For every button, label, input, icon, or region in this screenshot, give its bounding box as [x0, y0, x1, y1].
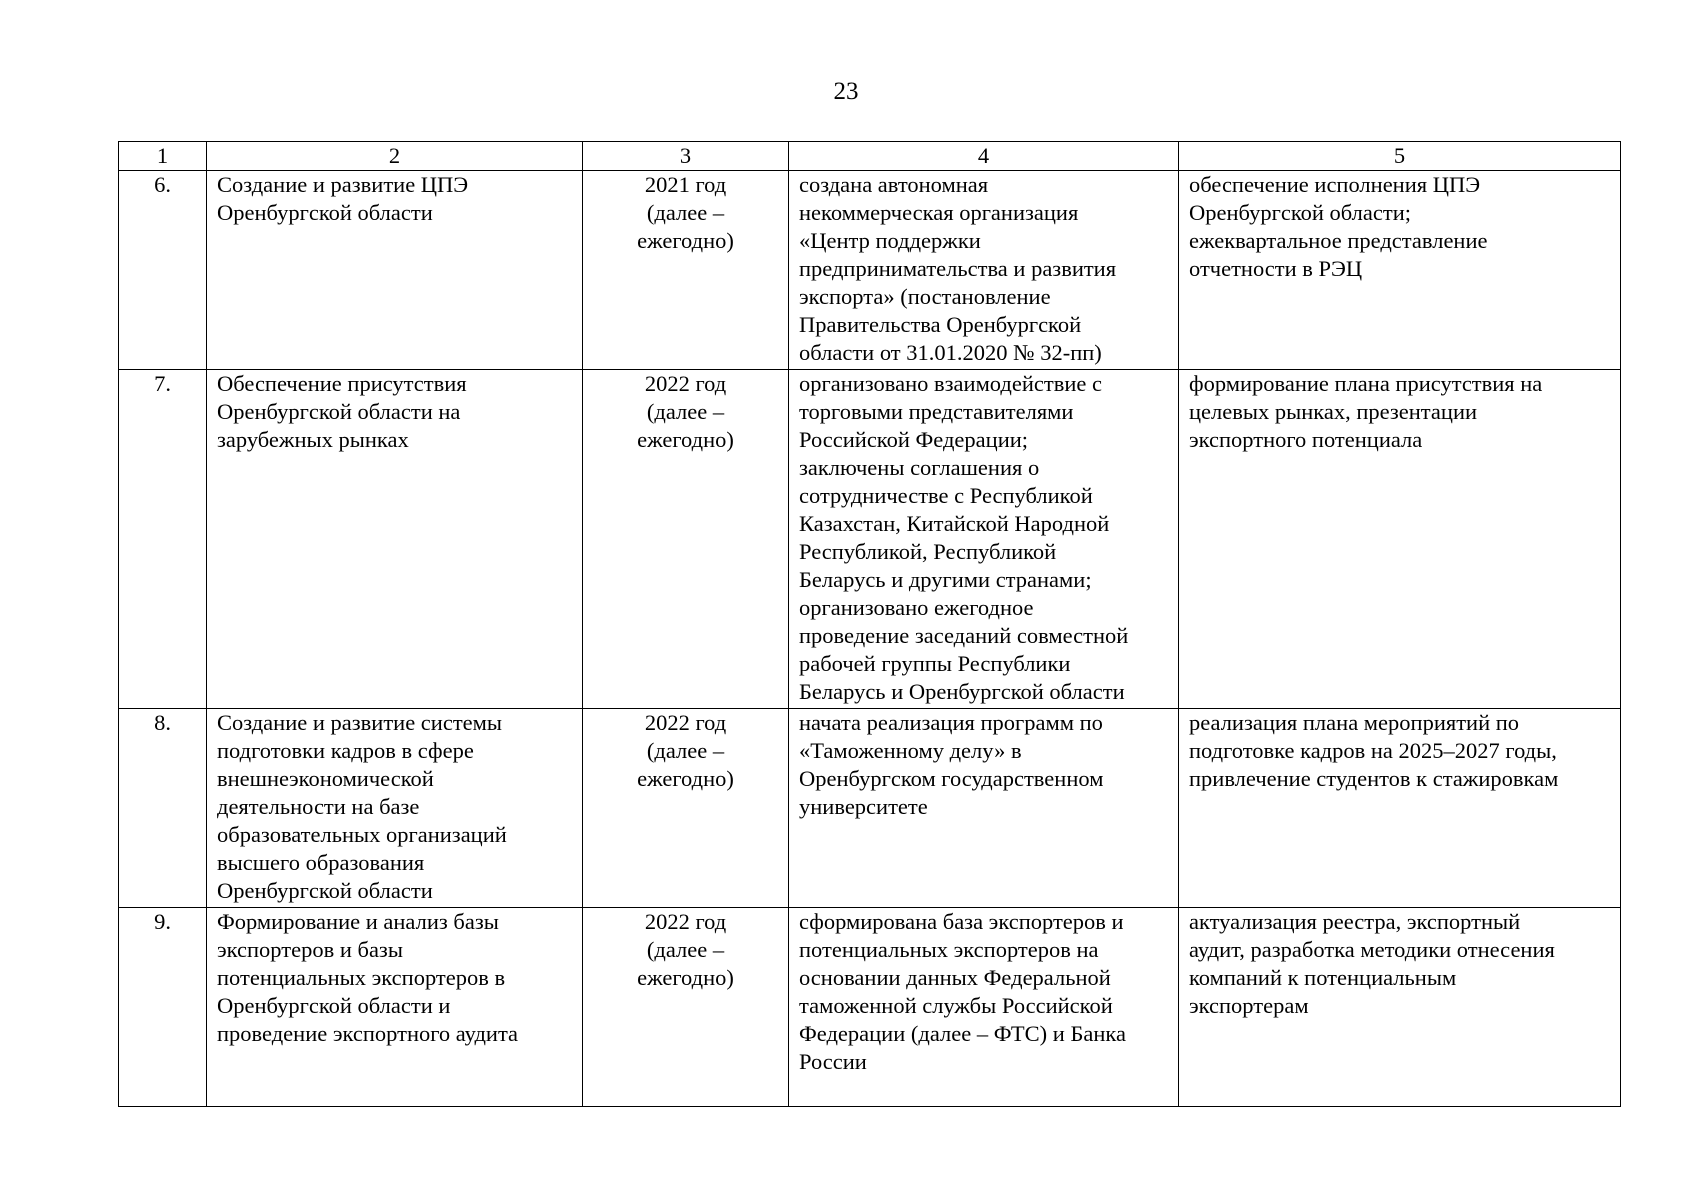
- text-line: начата реализация программ по: [799, 710, 1103, 735]
- term-cell: [583, 171, 789, 370]
- text-line: проведение экспортного аудита: [217, 1021, 519, 1046]
- text-line: торговыми представителями: [799, 399, 1074, 424]
- text-line: Оренбургской области;: [1189, 200, 1412, 225]
- text-line: обеспечение исполнения ЦПЭ: [1189, 172, 1481, 197]
- text-line: создана автономная: [799, 172, 989, 197]
- text-line: таможенной службы Российской: [799, 993, 1113, 1018]
- text-line: (далее –: [646, 937, 725, 962]
- text-line: реализация плана мероприятий по: [1189, 710, 1520, 735]
- text-line: экспортерам: [1189, 993, 1309, 1018]
- text-line: рабочей группы Республики: [799, 651, 1071, 676]
- text-line: университете: [799, 794, 928, 819]
- text-line: Казахстан, Китайской Народной: [799, 511, 1110, 536]
- plan-cell: [1179, 908, 1621, 1107]
- plan-cell: [1179, 370, 1621, 709]
- text-line: ежегодно): [637, 766, 734, 791]
- column-header-5: 5: [1179, 142, 1621, 171]
- text-line: экспортного потенциала: [1189, 427, 1423, 452]
- text-line: Федерации (далее – ФТС) и Банка: [799, 1021, 1126, 1046]
- column-header-2: 2: [207, 142, 583, 171]
- activity-name-cell: [207, 709, 583, 908]
- text-line: сотрудничестве с Республикой: [799, 483, 1093, 508]
- text-line: компаний к потенциальным: [1189, 965, 1457, 990]
- result-cell: [789, 370, 1179, 709]
- text-line: подготовке кадров на 2025–2027 годы,: [1189, 738, 1557, 763]
- result-cell: [789, 171, 1179, 370]
- text-line: экспортеров и базы: [217, 937, 403, 962]
- term-cell: [583, 370, 789, 709]
- text-line: сформирована база экспортеров и: [799, 909, 1124, 934]
- text-line: заключены соглашения о: [799, 455, 1040, 480]
- text-line: основании данных Федеральной: [799, 965, 1111, 990]
- term-cell: [583, 709, 789, 908]
- text-line: «Центр поддержки: [799, 228, 981, 253]
- text-line: потенциальных экспортеров в: [217, 965, 506, 990]
- column-header-4: 4: [789, 142, 1179, 171]
- text-line: ежеквартальное представление: [1189, 228, 1488, 253]
- activity-name-cell: [207, 370, 583, 709]
- text-line: зарубежных рынках: [217, 427, 409, 452]
- result-cell: [789, 908, 1179, 1107]
- text-line: экспорта» (постановление: [799, 284, 1051, 309]
- text-line: Республикой, Республикой: [799, 539, 1057, 564]
- text-line: образовательных организаций: [217, 822, 507, 847]
- text-line: Оренбургской области и: [217, 993, 451, 1018]
- text-line: (далее –: [646, 200, 725, 225]
- text-line: области от 31.01.2020 № 32-пп): [799, 340, 1102, 365]
- text-line: предпринимательства и развития: [799, 256, 1117, 281]
- text-line: Оренбургской области на: [217, 399, 461, 424]
- column-header-1: 1: [119, 142, 207, 171]
- column-header-3: 3: [583, 142, 789, 171]
- activity-name-cell: [207, 908, 583, 1107]
- text-line: отчетности в РЭЦ: [1189, 256, 1363, 281]
- table-row: [119, 709, 1621, 908]
- text-line: Оренбургском государственном: [799, 766, 1104, 791]
- text-line: Обеспечение присутствия: [217, 371, 467, 396]
- text-line: Создание и развитие системы: [217, 710, 502, 735]
- row-number: 9.: [119, 908, 207, 1107]
- plan-cell: [1179, 709, 1621, 908]
- text-line: (далее –: [646, 738, 725, 763]
- text-line: (далее –: [646, 399, 725, 424]
- table-header-row: [119, 142, 1621, 171]
- text-line: ежегодно): [637, 965, 734, 990]
- text-line: потенциальных экспортеров на: [799, 937, 1099, 962]
- text-line: подготовки кадров в сфере: [217, 738, 474, 763]
- text-line: Российской Федерации;: [799, 427, 1029, 452]
- text-line: Оренбургской области: [217, 878, 433, 903]
- text-line: «Таможенному делу» в: [799, 738, 1022, 763]
- result-cell: [789, 709, 1179, 908]
- text-line: привлечение студентов к стажировкам: [1189, 766, 1559, 791]
- text-line: 2022 год: [644, 710, 727, 735]
- text-line: Формирование и анализ базы: [217, 909, 499, 934]
- text-line: Оренбургской области: [217, 200, 433, 225]
- text-line: 2022 год: [644, 371, 727, 396]
- text-line: Беларусь и Оренбургской области: [799, 679, 1125, 704]
- text-line: высшего образования: [217, 850, 425, 875]
- table-row: [119, 171, 1621, 370]
- term-cell: [583, 908, 789, 1107]
- row-number: 7.: [119, 370, 207, 709]
- text-line: проведение заседаний совместной: [799, 623, 1129, 648]
- text-line: организовано взаимодействие с: [799, 371, 1102, 396]
- text-line: ежегодно): [637, 427, 734, 452]
- text-line: организовано ежегодное: [799, 595, 1034, 620]
- table-row: [119, 370, 1621, 709]
- text-line: деятельности на базе: [217, 794, 420, 819]
- text-line: 2022 год: [644, 909, 727, 934]
- row-number: 6.: [119, 171, 207, 370]
- text-line: Беларусь и другими странами;: [799, 567, 1092, 592]
- text-line: некоммерческая организация: [799, 200, 1079, 225]
- row-number: 8.: [119, 709, 207, 908]
- text-line: Создание и развитие ЦПЭ: [217, 172, 469, 197]
- text-line: Правительства Оренбургской: [799, 312, 1082, 337]
- text-line: ежегодно): [637, 228, 734, 253]
- activity-name-cell: [207, 171, 583, 370]
- text-line: формирование плана присутствия на: [1189, 371, 1543, 396]
- table-row: [119, 908, 1621, 1107]
- text-line: целевых рынках, презентации: [1189, 399, 1478, 424]
- plan-table: [118, 141, 1621, 1107]
- text-line: актуализация реестра, экспортный: [1189, 909, 1521, 934]
- text-line: России: [799, 1049, 867, 1074]
- text-line: внешнеэкономической: [217, 766, 434, 791]
- plan-cell: [1179, 171, 1621, 370]
- text-line: аудит, разработка методики отнесения: [1189, 937, 1555, 962]
- text-line: 2021 год: [644, 172, 727, 197]
- page-number: 23: [833, 78, 859, 105]
